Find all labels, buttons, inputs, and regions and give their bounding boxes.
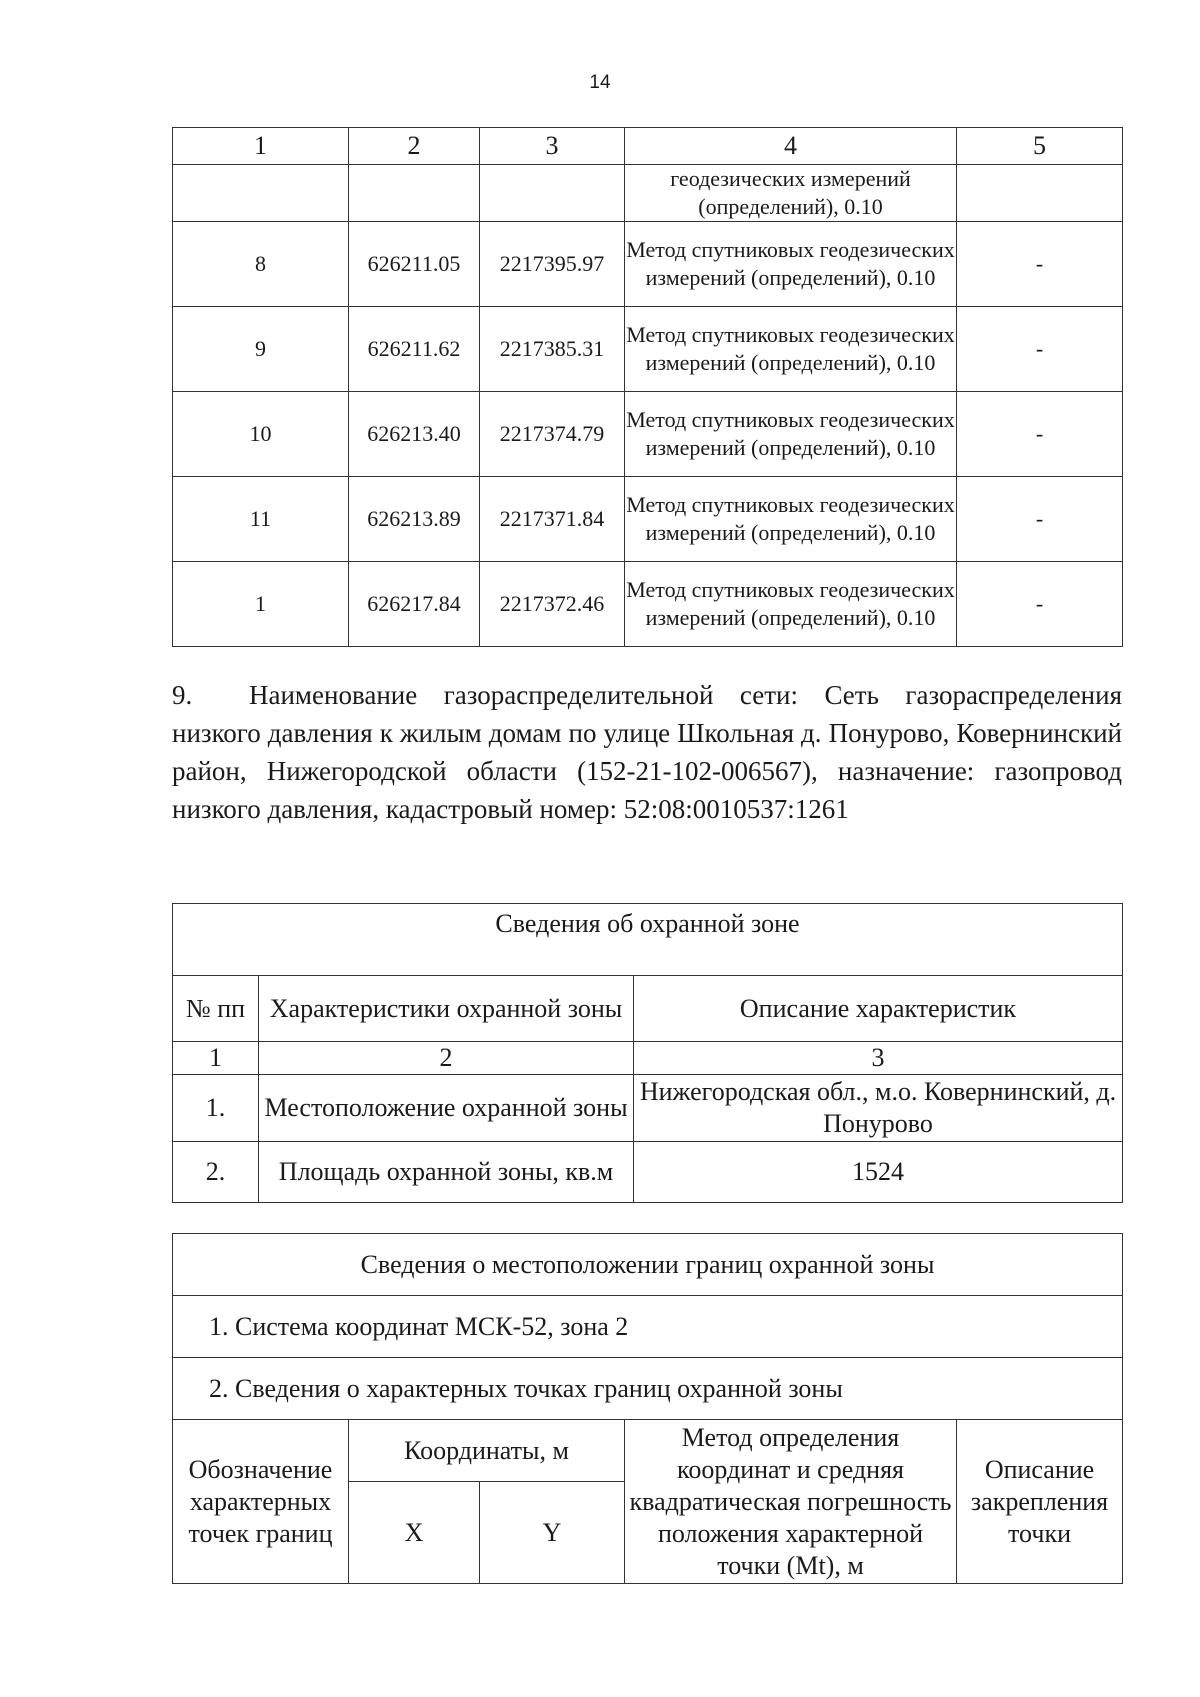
characteristic-value: Нижегородская обл., м.о. Ковернинский, д. Понурово (634, 1075, 1123, 1142)
method-cell: Метод спутниковых геодезических измерений (определений), 0.10 (625, 477, 957, 562)
y-cell: 2217371.84 (480, 477, 625, 562)
table-title: Сведения о местоположении границ охранной зоны (173, 1234, 1123, 1296)
coordinate-system-line: 1. Система координат МСК-52, зона 2 (173, 1296, 1123, 1358)
y-cell: 2217374.79 (480, 392, 625, 477)
header-coordinates: Координаты, м (349, 1420, 625, 1482)
point-cell: 11 (173, 477, 349, 562)
header-cell: 1 (173, 128, 349, 165)
protection-zone-table (172, 903, 1123, 1203)
x-cell: 626211.62 (349, 307, 480, 392)
point-cell: 8 (173, 222, 349, 307)
header-y: Y (480, 1482, 625, 1584)
x-cell: 626213.40 (349, 392, 480, 477)
desc-cell: - (957, 307, 1123, 392)
page-number: 14 (589, 72, 611, 93)
x-cell: 626213.89 (349, 477, 480, 562)
y-cell: 2217395.97 (480, 222, 625, 307)
table-row (173, 165, 1123, 222)
section-paragraph (172, 676, 1122, 828)
point-cell: 1 (173, 562, 349, 647)
table-row (173, 1075, 1123, 1142)
header-x: X (349, 1482, 480, 1584)
table-row (173, 392, 1123, 477)
y-cell: 2217372.46 (480, 562, 625, 647)
table-row (173, 307, 1123, 392)
point-cell: 10 (173, 392, 349, 477)
table-row (173, 477, 1123, 562)
y-cell: 2217385.31 (480, 307, 625, 392)
header-method: Метод определения координат и средняя квадратическая погрешность положения характерной точки (Mt), м (625, 1420, 957, 1584)
method-cell: Метод спутниковых геодезических измерений (определений), 0.10 (625, 392, 957, 477)
header-description: Описание закрепления точки (957, 1420, 1123, 1584)
characteristic-value: 1524 (634, 1142, 1123, 1203)
header-cell: 2 (349, 128, 480, 165)
column-number-row: 1 2 3 (173, 1042, 1123, 1075)
table-header-row (173, 976, 1123, 1042)
header-cell: 3 (480, 128, 625, 165)
points-info-line: 2. Сведения о характерных точках границ охранной зоны (173, 1358, 1123, 1420)
header-cell: № пп (173, 976, 259, 1042)
method-cell: Метод спутниковых геодезических измерений (определений), 0.10 (625, 562, 957, 647)
header-cell: Описание характеристик (634, 976, 1123, 1042)
desc-cell: - (957, 562, 1123, 647)
desc-cell: - (957, 392, 1123, 477)
paragraph-text: Наименование газораспределительной сети: Сеть газораспределения низкого давления к жилым домам по улице Школьная д. Понурово, Ковернинский район, Нижегородской области (152-21-102-006567), назначение: газопровод низкого давления, кадастровый номер: 52:08:0010537:1261 (172, 680, 1122, 824)
method-cell: Метод спутниковых геодезических измерений (определений), 0.10 (625, 307, 957, 392)
method-cell: Метод спутниковых геодезических измерений (определений), 0.10 (625, 222, 957, 307)
table-row (173, 222, 1123, 307)
header-cell: 4 (625, 128, 957, 165)
table-row (173, 562, 1123, 647)
table-header-row (173, 128, 1123, 165)
table-header-row (173, 1420, 1123, 1482)
header-cell: Характеристики охранной зоны (259, 976, 634, 1042)
coordinates-table (172, 127, 1123, 647)
desc-cell: - (957, 477, 1123, 562)
x-cell: 626217.84 (349, 562, 480, 647)
desc-cell: - (957, 222, 1123, 307)
table-row (173, 1142, 1123, 1203)
header-cell: 5 (957, 128, 1123, 165)
row-number: 1. (173, 1075, 259, 1142)
point-cell: 9 (173, 307, 349, 392)
characteristic-name: Местоположение охранной зоны (259, 1075, 634, 1142)
table-title: Сведения об охранной зоне (173, 904, 1123, 976)
method-cell: геодезических измерений (определений), 0.10 (625, 165, 957, 222)
row-number: 2. (173, 1142, 259, 1203)
zone-boundaries-table (172, 1233, 1123, 1584)
header-point-designation: Обозначение характерных точек границ (173, 1420, 349, 1584)
characteristic-name: Площадь охранной зоны, кв.м (259, 1142, 634, 1203)
x-cell: 626211.05 (349, 222, 480, 307)
paragraph-number: 9. (172, 680, 193, 710)
